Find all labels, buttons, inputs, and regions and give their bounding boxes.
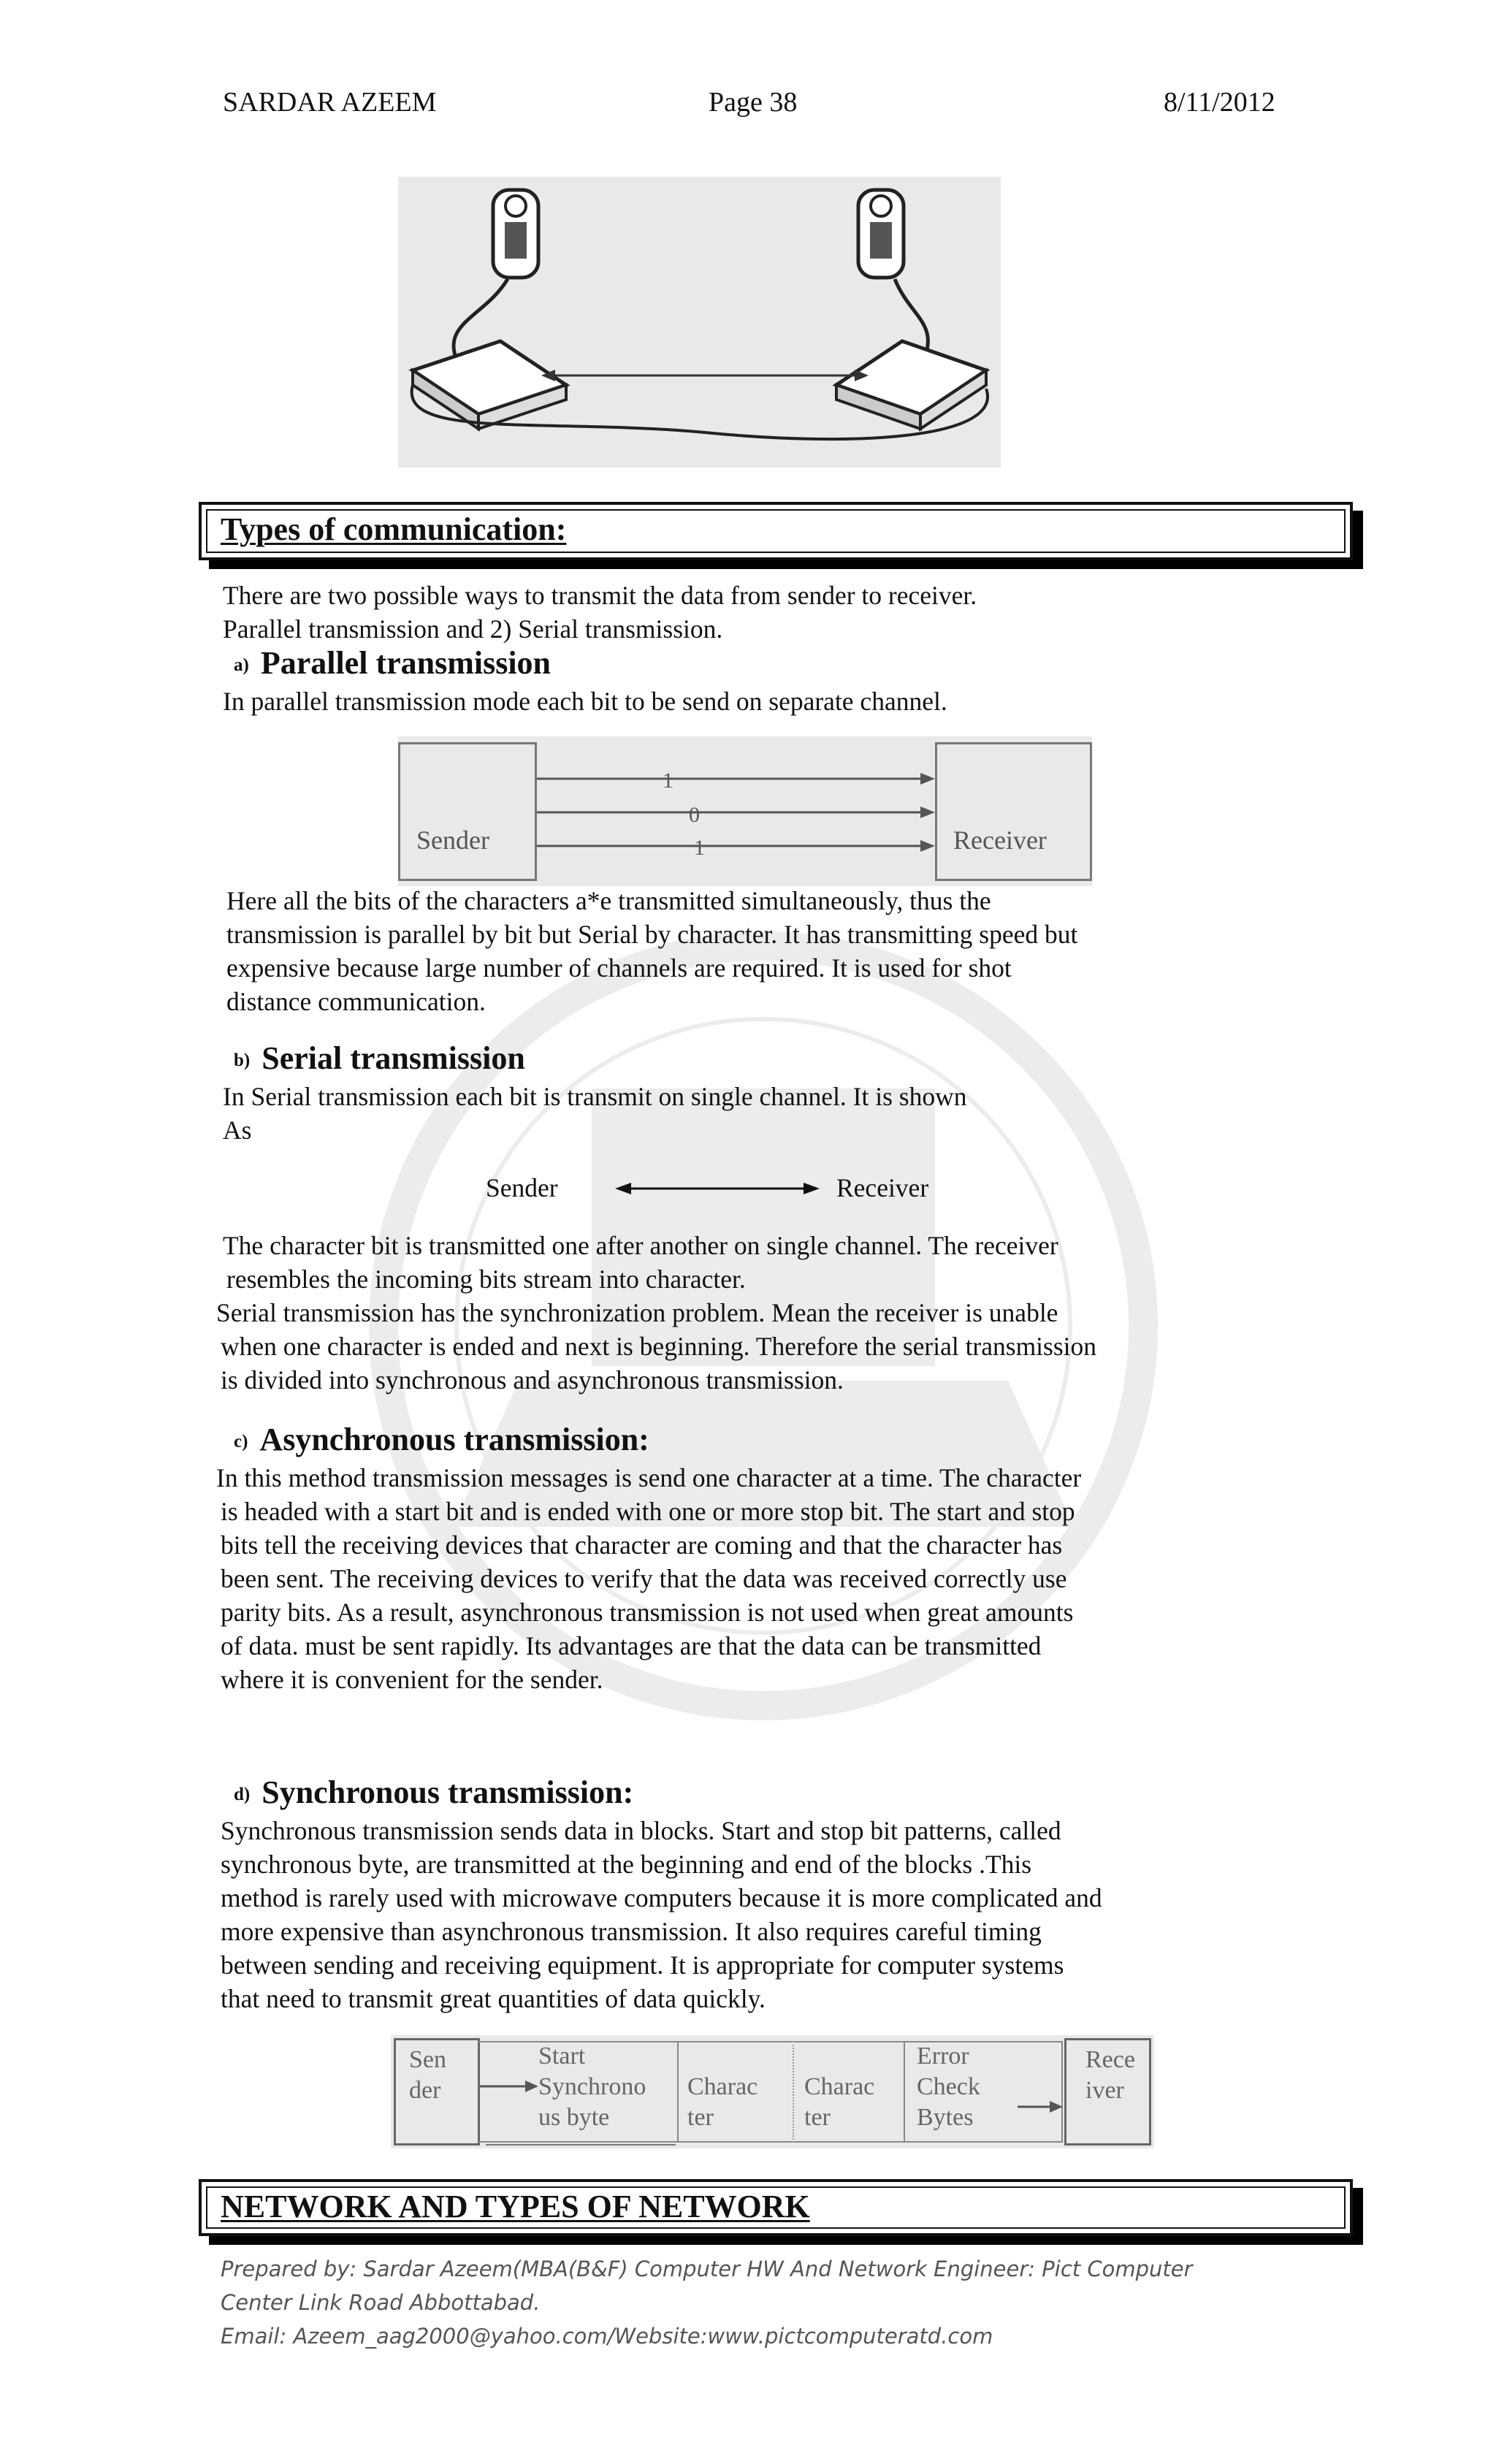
subheading-letter: c) (234, 1432, 248, 1452)
paragraph-line: In parallel transmission mode each bit to be send on separate channel. (223, 687, 947, 716)
modem-icon (836, 341, 986, 429)
section-heading-box (199, 502, 1353, 560)
section-title-network: NETWORK AND TYPES OF NETWORK (221, 2189, 810, 2224)
paragraph-line: Serial transmission has the synchronization problem. Mean the receiver is unable (216, 1298, 1058, 1327)
cell-text: Charac (804, 2073, 875, 2100)
paragraph-line: that need to transmit great quantities of data quickly. (221, 1984, 766, 2013)
section-heading-box (199, 2179, 1353, 2236)
receiver-box (1064, 2038, 1151, 2145)
sender-box (394, 2038, 480, 2145)
cell-text: Start (538, 2042, 586, 2070)
subheading-title: Parallel transmission (260, 645, 552, 681)
synchronous-frame-diagram (391, 2035, 1154, 2148)
subheading-asynchronous (234, 1421, 649, 1458)
frame-cell-error-check (907, 2041, 1016, 2143)
receiver-label: Receiver (953, 825, 1047, 855)
frame-cell-character (794, 2041, 905, 2143)
sender-label: der (409, 2077, 441, 2104)
paragraph-line: distance communication. (226, 987, 486, 1016)
section-title-communication: Types of communication: (221, 511, 567, 547)
footer-line: Center Link Road Abbottabad. (221, 2290, 541, 2315)
arrow-right-icon (480, 2078, 538, 2095)
subheading-letter: d) (234, 1785, 251, 1804)
paragraph-line: is divided into synchronous and asynchronous transmission. (221, 1365, 844, 1395)
receiver-label: Rece (1085, 2046, 1135, 2073)
cell-text: Check (917, 2073, 980, 2100)
cell-text: Bytes (917, 2104, 974, 2131)
bit-label: 1 (694, 836, 705, 860)
paragraph-line: transmission is parallel by bit but Serial by character. It has transmitting speed but (226, 920, 1078, 949)
paragraph-line: In Serial transmission each bit is transmit on single channel. It is shown (223, 1082, 967, 1111)
subheading-title: Serial transmission (262, 1040, 525, 1076)
footer-line: Prepared by: Sardar Azeem(MBA(B&F) Computer HW And Network Engineer: Pict Computer (221, 2257, 1193, 2281)
paragraph-line: As (223, 1115, 252, 1145)
cell-text: ter (804, 2104, 831, 2131)
footer-email-website: Email: Azeem_aag2000@yahoo.com/Website:www.pictcomputeratd.com (221, 2324, 993, 2349)
frame-cell-character (677, 2041, 794, 2143)
telephone-icon (858, 190, 904, 278)
receiver-label: iver (1085, 2077, 1124, 2104)
cell-text: Synchrono (538, 2073, 646, 2100)
paragraph-line: been sent. The receiving devices to verify that the data was received correctly use (221, 1564, 1067, 1593)
bit-label: 1 (663, 768, 673, 793)
paragraph-line: The character bit is transmitted one after another on single channel. The receiver (223, 1231, 1058, 1260)
subheading-parallel (234, 644, 551, 682)
paragraph-line: of data. must be sent rapidly. Its advantages are that the data can be transmitted (221, 1631, 1042, 1660)
telephone-link-figure (398, 177, 1001, 468)
arrow-right-icon (1018, 2098, 1063, 2116)
paragraph-line: In this method transmission messages is send one character at a time. The character (216, 1463, 1082, 1492)
subheading-serial (234, 1040, 525, 1077)
subheading-synchronous (234, 1774, 633, 1811)
parallel-diagram (398, 736, 1092, 886)
intro-text-line: Parallel transmission and 2) Serial transmission. (223, 614, 723, 644)
frame-cell-sync (537, 2041, 679, 2143)
sender-label: Sender (416, 825, 489, 855)
telephone-icon (493, 190, 538, 278)
paragraph-line: parity bits. As a result, asynchronous transmission is not used when great amounts (221, 1598, 1074, 1627)
header-author: SARDAR AZEEM (223, 87, 437, 118)
paragraph-line: more expensive than asynchronous transmission. It also requires careful timing (221, 1917, 1042, 1946)
sender-label: Sen (409, 2046, 446, 2073)
header-date: 8/11/2012 (1164, 87, 1275, 118)
paragraph-line: when one character is ended and next is beginning. Therefore the serial transmission (221, 1332, 1097, 1361)
intro-text-line: There are two possible ways to transmit the data from sender to receiver. (223, 581, 977, 610)
serial-sender-label: Sender (486, 1173, 558, 1202)
paragraph-line: resembles the incoming bits stream into character. (226, 1265, 746, 1294)
paragraph-line: bits tell the receiving devices that character are coming and that the character has (221, 1530, 1063, 1560)
cell-text: Error (917, 2042, 969, 2070)
sender-box (398, 742, 537, 881)
paragraph-line: synchronous byte, are transmitted at the beginning and end of the blocks .This (221, 1850, 1032, 1879)
paragraph-line: is headed with a start bit and is ended with one or more stop bit. The start and stop (221, 1497, 1075, 1526)
receiver-box (935, 742, 1092, 881)
subheading-title: Synchronous transmission: (262, 1774, 634, 1810)
paragraph-line: expensive because large number of channels are required. It is used for shot (226, 953, 1012, 983)
paragraph-line: Synchronous transmission sends data in blocks. Start and stop bit patterns, called (221, 1816, 1061, 1845)
paragraph-line: Here all the bits of the characters a*e transmitted simultaneously, thus the (226, 886, 991, 915)
serial-receiver-label: Receiver (836, 1173, 929, 1202)
paragraph-line: where it is convenient for the sender. (221, 1665, 603, 1694)
bit-label: 0 (689, 803, 700, 827)
subheading-letter: b) (234, 1050, 251, 1070)
paragraph-line: method is rarely used with microwave computers because it is more complicated and (221, 1883, 1102, 1912)
cell-text: ter (687, 2104, 714, 2131)
cell-text: Charac (687, 2073, 758, 2100)
cell-text: us byte (538, 2104, 610, 2131)
bidirectional-arrow-icon (615, 1178, 820, 1199)
subheading-letter: a) (234, 655, 249, 675)
header-page-number: Page 38 (709, 87, 798, 118)
subheading-title: Asynchronous transmission: (259, 1422, 649, 1457)
paragraph-line: between sending and receiving equipment. It is appropriate for computer systems (221, 1950, 1064, 1980)
